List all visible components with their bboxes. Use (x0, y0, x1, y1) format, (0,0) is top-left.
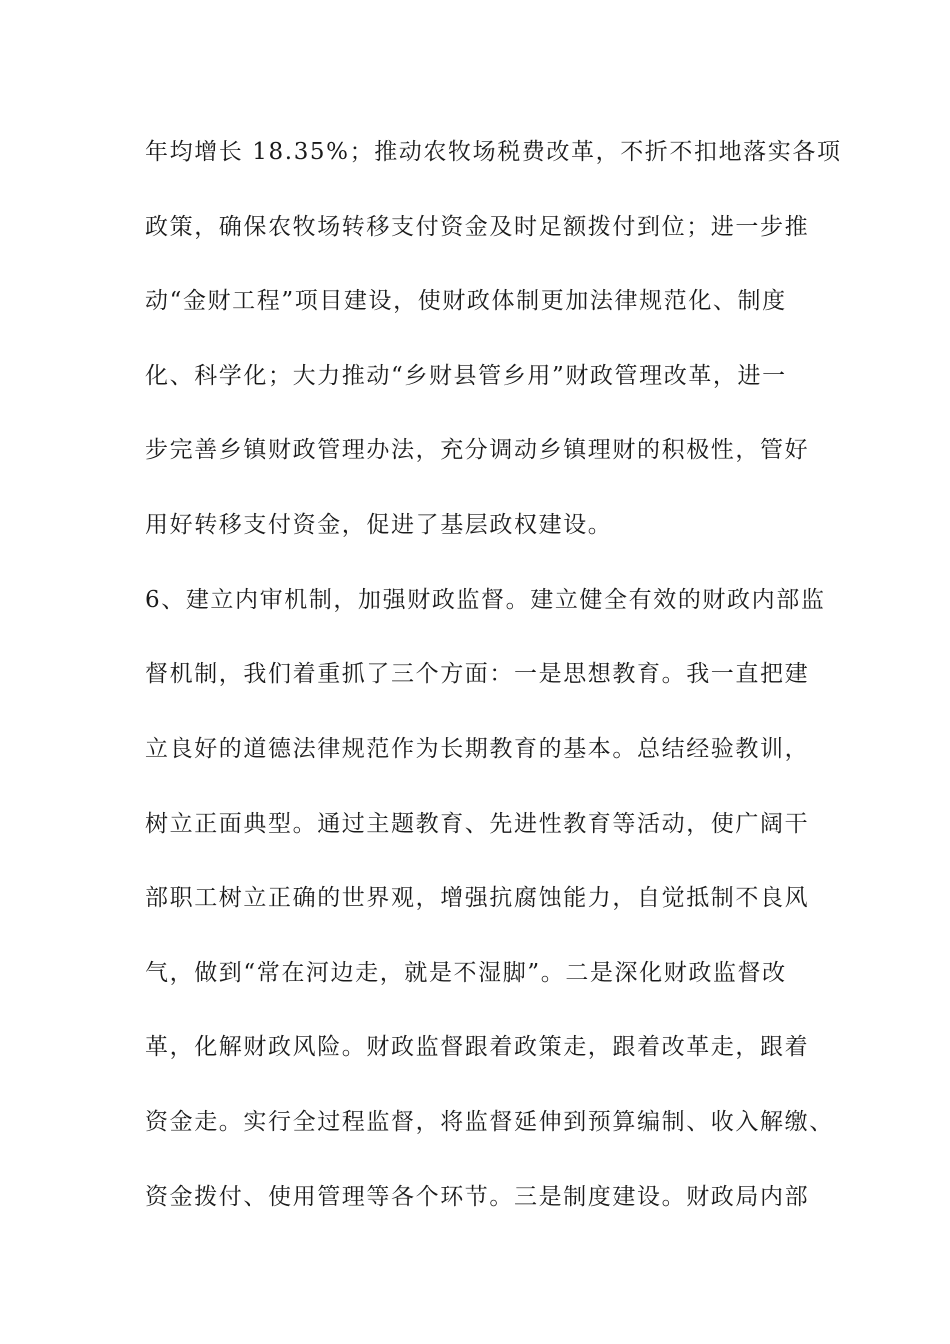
text-line: 6、建立内审机制，加强财政监督。建立健全有效的财政内部监 (145, 587, 826, 613)
text-line: 步完善乡镇财政管理办法，充分调动乡镇理财的积极性，管好 (145, 437, 810, 463)
text-line: 动“金财工程”项目建设，使财政体制更加法律规范化、制度 (145, 288, 787, 314)
text-line: 年均增长 18.35%；推动农牧场税费改革，不折不扣地落实各项 (145, 139, 842, 165)
text-line: 化、科学化；大力推动“乡财县管乡用”财政管理改革，进一 (145, 363, 787, 389)
text-line: 资金拨付、使用管理等各个环节。三是制度建设。财政局内部 (145, 1184, 810, 1210)
text-line: 政策，确保农牧场转移支付资金及时足额拨付到位；进一步推 (145, 214, 810, 240)
text-line: 部职工树立正确的世界观，增强抗腐蚀能力，自觉抵制不良风 (145, 885, 810, 911)
text-line: 革，化解财政风险。财政监督跟着政策走，跟着改革走，跟着 (145, 1034, 810, 1060)
text-line: 资金走。实行全过程监督，将监督延伸到预算编制、收入解缴、 (145, 1109, 834, 1135)
text-line: 树立正面典型。通过主题教育、先进性教育等活动，使广阔干 (145, 811, 810, 837)
text-line: 气，做到“常在河边走，就是不湿脚”。二是深化财政监督改 (145, 960, 787, 986)
text-line: 用好转移支付资金，促进了基层政权建设。 (145, 512, 613, 538)
text-line: 督机制，我们着重抓了三个方面：一是思想教育。我一直把建 (145, 661, 810, 687)
text-line: 立良好的道德法律规范作为长期教育的基本。总结经验教训， (145, 736, 810, 762)
